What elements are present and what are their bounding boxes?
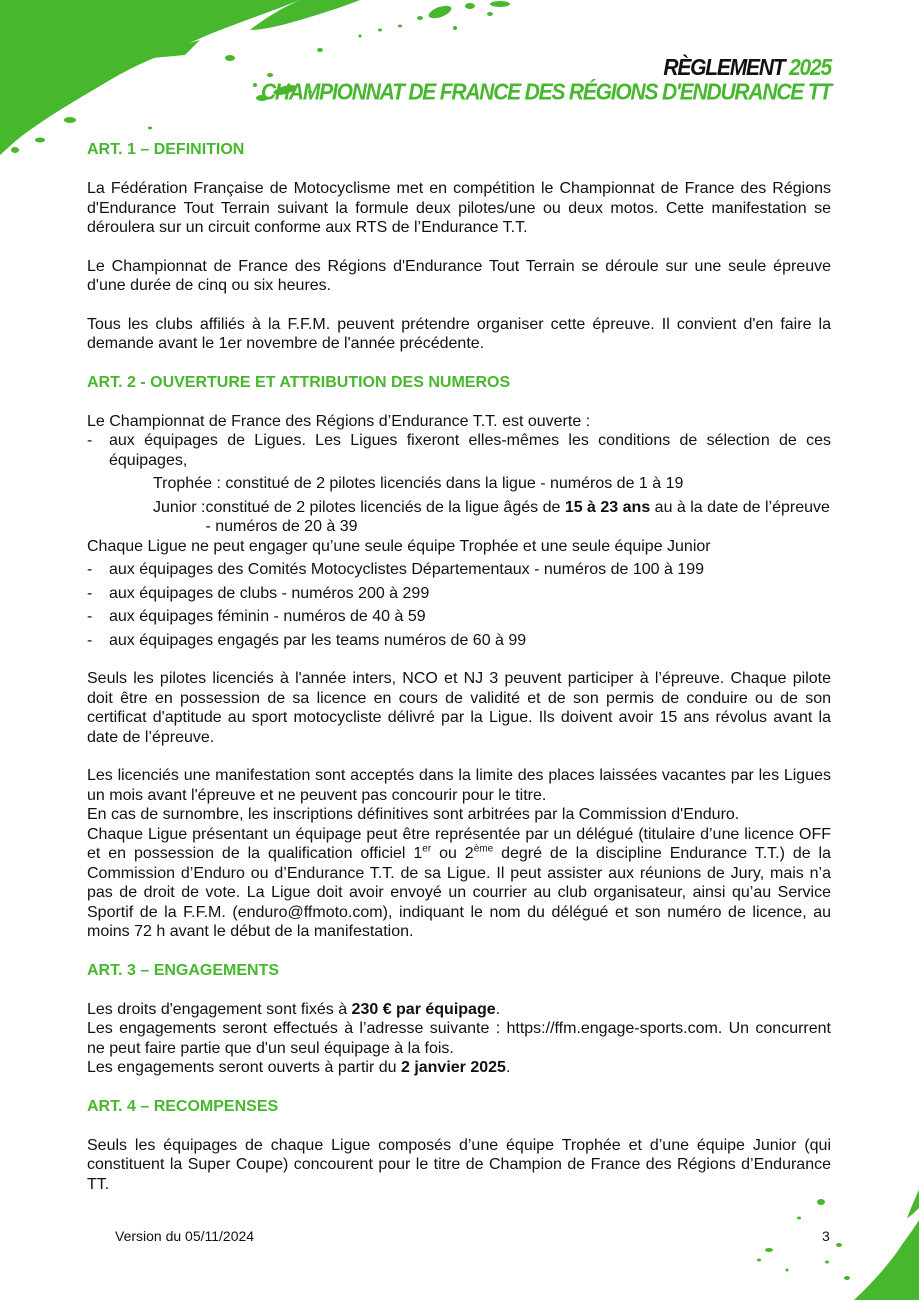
header-reglement: RÈGLEMENT xyxy=(663,54,785,81)
list-item-ligues: aux équipages de Ligues. Les Ligues fixeront elles-mêmes les conditions de sélection de ces équipages, xyxy=(109,432,831,469)
junior-text: constitué de 2 pilotes licenciés de la ligue âgés de 15 à 23 ans au à la date de l’épreuve - numéros de 20 à 39 xyxy=(205,498,830,535)
art2-delegue: Chaque Ligue présentant un équipage peut être représentée par un délégué (titulaire d’une licence OFF et en possession de la qualification officiel 1er ou 2ème degré de la discipline Endurance T.T.) de la Commission d’Enduro ou d’Endurance T.T. de sa Ligue. Il peut assister aux réunions de Jury, mais n’a pas de droit de vote. La Ligue doit avoir envoyé un courrier au club organisateur, ainsi qu’au Service Sportif de la F.F.M. (enduro@ffmoto.com), indiquant le nom du délégué et son numéro de licence, au moins 72 h avant le début de la manifestation. xyxy=(87,825,832,940)
art1-paragraph-3: Tous les clubs affiliés à la F.F.M. peuvent prétendre organiser cette épreuve. Il convient d'en faire la demande avant le 1er novembre de l'année précédente. xyxy=(87,315,831,352)
art2-surnombre: En cas de surnombre, les inscriptions définitives sont arbitrées par la Commission d'Enduro. xyxy=(87,806,740,823)
art2-seuls-pilotes: Seuls les pilotes licenciés à l'année inters, NCO et NJ 3 peuvent participer à l’épreuve. Chaque pilote doit être en possession de sa licence en cours de validité et de son permis de conduire ou de son certificat d'aptitude au sport motocycliste délivré par la Ligue. Ils doivent avoir 15 ans révolus avant la date de l’épreuve. xyxy=(87,670,831,746)
list-item-comites: aux équipages des Comités Motocyclistes Départementaux - numéros de 100 à 199 xyxy=(109,561,704,578)
art2-chaque-ligue: Chaque Ligue ne peut engager qu’une seule équipe Trophée et une seule équipe Junior xyxy=(87,537,711,555)
art3-title: ART. 3 – ENGAGEMENTS xyxy=(87,961,280,979)
list-item-feminin: aux équipages féminin - numéros de 40 à 59 xyxy=(109,608,426,625)
document-body xyxy=(87,140,831,1194)
green-splash-decoration-bottom xyxy=(739,1190,919,1300)
art2-trophee: Trophée : constitué de 2 pilotes licenciés dans la ligue - numéros de 1 à 19 xyxy=(153,475,684,492)
document-header-title xyxy=(261,56,831,105)
list-item-clubs: aux équipages de clubs - numéros 200 à 299 xyxy=(109,584,430,602)
art1-paragraph-1: La Fédération Française de Motocyclisme met en compétition le Championnat de France des Régions d'Endurance Tout Terrain suivant la formule deux pilotes/une ou deux motos. Cette manifestation se déroulera sur un circuit conforme aux RTS de l’Endurance T.T. xyxy=(87,180,831,236)
header-championship: CHAMPIONNAT DE FRANCE DES RÉGIONS D'ENDURANCE TT xyxy=(260,79,831,106)
list-item xyxy=(87,431,831,470)
art2-junior xyxy=(87,498,831,537)
art1-paragraph-2: Le Championnat de France des Régions d'Endurance Tout Terrain se déroule sur une seule épreuve d'une durée de cinq ou six heures. xyxy=(87,257,831,294)
art3-engagements: Les engagements seront effectués à l’adresse suivante : https://ffm.engage-sports.com. Un concurrent ne peut faire partie que d'un seul équipage à la fois. xyxy=(87,1020,831,1057)
footer-version: Version du 05/11/2024 xyxy=(115,1228,255,1244)
art2-intro: Le Championnat de France des Régions d’Endurance T.T. est ouverte : xyxy=(87,412,591,430)
list-item: - aux équipages féminin - numéros de 40 à 59 xyxy=(87,607,831,627)
junior-label: Junior : xyxy=(153,498,206,516)
header-year: 2025 xyxy=(789,54,831,81)
list-item-teams: aux équipages engagés par les teams numéros de 60 à 99 xyxy=(109,631,527,649)
list-dash: - xyxy=(87,432,93,449)
list-item: - aux équipages engagés par les teams numéros de 60 à 99 xyxy=(87,631,831,651)
list-item: - aux équipages de clubs - numéros 200 à 299 xyxy=(87,584,831,604)
art2-licencies: Les licenciés une manifestation sont acceptés dans la limite des places laissées vacantes par les Ligues un mois avant l'épreuve et ne peuvent pas concourir pour le titre. xyxy=(87,767,831,804)
art2-title: ART. 2 - OUVERTURE ET ATTRIBUTION DES NUMEROS xyxy=(87,373,511,391)
art4-paragraph-1: Seuls les équipages de chaque Ligue composés d’une équipe Trophée et d’une équipe Junior (qui constituent la Super Coupe) concourent pour le titre de Champion de France des Régions d’Endurance TT. xyxy=(87,1136,831,1193)
list-item: - aux équipages des Comités Motocyclistes Départementaux - numéros de 100 à 199 xyxy=(87,560,831,580)
art3-ouverture: Les engagements seront ouverts à partir du 2 janvier 2025. xyxy=(87,1059,511,1076)
art3-droits: Les droits d'engagement sont fixés à 230 € par équipage. xyxy=(87,1000,501,1018)
art1-title: ART. 1 – DEFINITION xyxy=(87,141,245,158)
art4-title: ART. 4 – RECOMPENSES xyxy=(87,1097,279,1115)
page-number: 3 xyxy=(822,1228,830,1244)
